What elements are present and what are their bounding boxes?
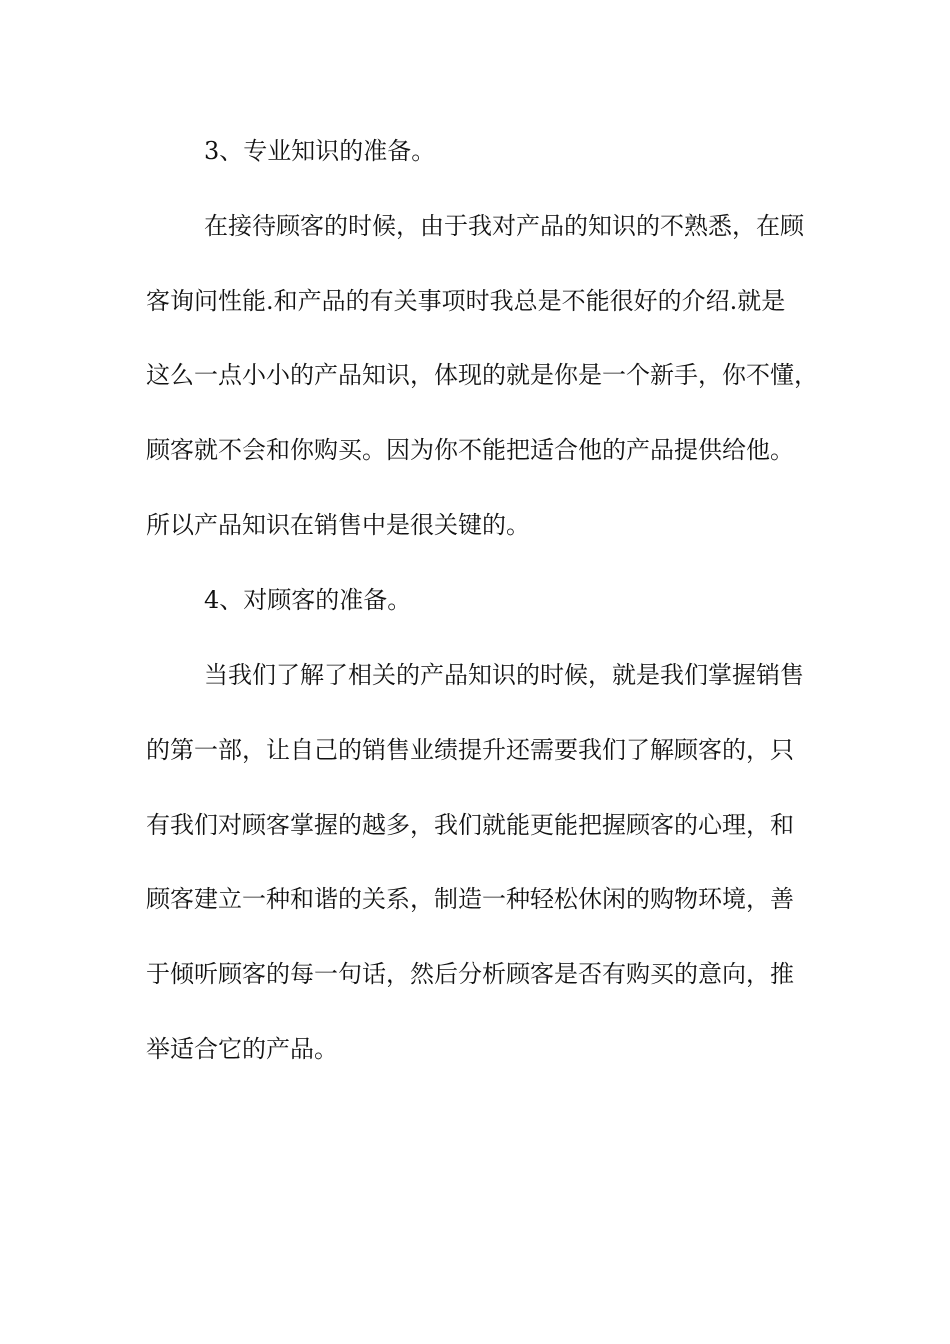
- section-heading: 4、对顾客的准备。: [204, 586, 412, 614]
- paragraph-line: 客询问性能.和产品的有关事项时我总是不能很好的介绍.就是: [146, 287, 786, 315]
- paragraph-line: 顾客建立一种和谐的关系，制造一种轻松休闲的购物环境，善: [146, 885, 794, 913]
- paragraph-line: 举适合它的产品。: [146, 1035, 338, 1063]
- paragraph-line: 有我们对顾客掌握的越多，我们就能更能把握顾客的心理，和: [146, 811, 794, 839]
- section-heading: 3、专业知识的准备。: [204, 137, 436, 165]
- paragraph-line: 这么一点小小的产品知识，体现的就是你是一个新手，你不懂，: [146, 361, 818, 389]
- paragraph-line: 当我们了解了相关的产品知识的时候，就是我们掌握销售: [204, 661, 804, 689]
- paragraph-line: 所以产品知识在销售中是很关键的。: [146, 511, 530, 539]
- paragraph-line: 于倾听顾客的每一句话，然后分析顾客是否有购买的意向，推: [146, 960, 794, 988]
- paragraph-line: 顾客就不会和你购买。因为你不能把适合他的产品提供给他。: [146, 436, 794, 464]
- paragraph-line: 的第一部，让自己的销售业绩提升还需要我们了解顾客的，只: [146, 736, 794, 764]
- paragraph-line: 在接待顾客的时候，由于我对产品的知识的不熟悉，在顾: [204, 212, 804, 240]
